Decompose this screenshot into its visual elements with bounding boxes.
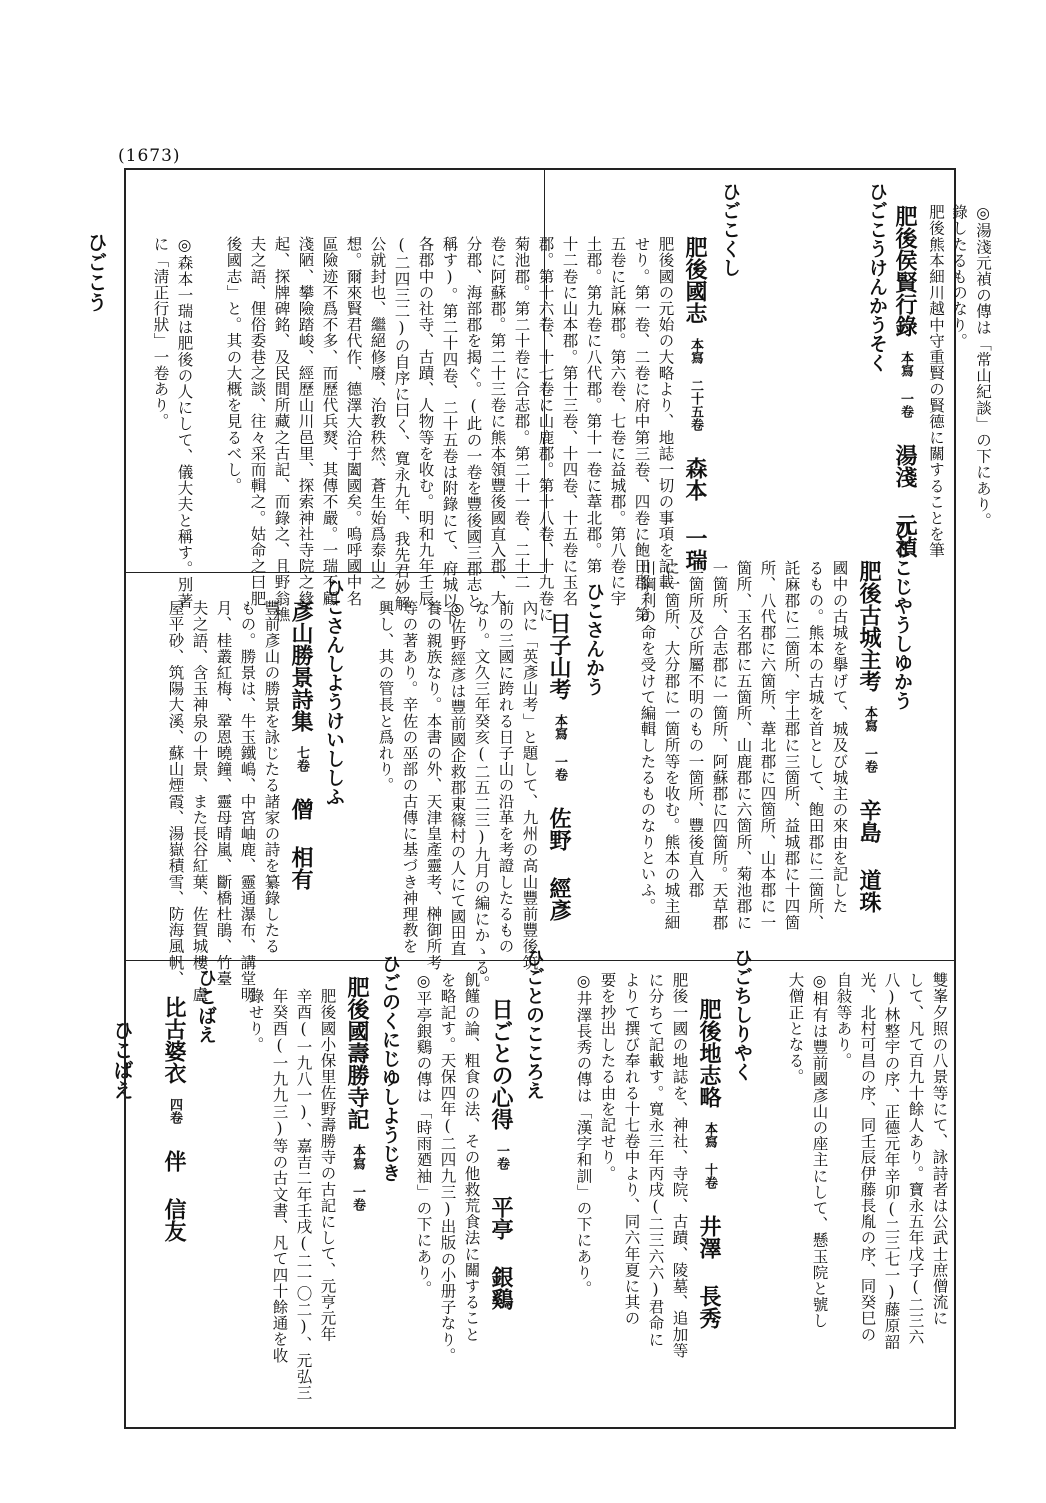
entry-note: ◎森本一瑞は肥後の人にして、儀大夫と稱す。別著 xyxy=(175,236,194,609)
entry-title xyxy=(698,998,720,1329)
entry-line: 分郡、海部郡を揭ぐ。(此の一卷を豐後國三郡志と xyxy=(464,236,483,609)
entry-author: 森本 一瑞 xyxy=(682,457,708,571)
entry-line: 前の三國に跨れる日子山の沿革を考證したるもの xyxy=(496,600,515,955)
margin-header-bottom: ひこばえ xyxy=(110,1020,134,1100)
continuation-line: 光、北村可昌の序、同壬辰伊藤長胤の序、同癸巳の xyxy=(858,972,877,1343)
continuation-line: して、凡て百九十餘人あり。寶永五年戊子(二三六 xyxy=(906,972,925,1345)
entry-meta: 本寫 二十五卷 xyxy=(688,338,703,431)
entry-meta: 七卷 xyxy=(294,746,309,772)
entry-author: 伴 信友 xyxy=(161,1150,187,1242)
continuation-line: 自敍等あり。 xyxy=(834,972,853,1069)
entry-meta: 本寫 一卷 xyxy=(898,351,913,418)
entry-heading: ひこさんかう xyxy=(583,582,605,696)
entry-author: 佐野 經彥 xyxy=(546,807,572,921)
entry-line: 豐前彥山の勝景を詠じたる諸家の詩を纂錄したる xyxy=(262,600,281,955)
entry-line: に分ちて記載す。寬永三年丙戌(二三六六)君命に xyxy=(646,972,665,1348)
entry-line: 二箇所及び所屬不明のもの一箇所、豐後直入郡 xyxy=(686,560,705,899)
entry-note: 等の著あり。辛佐の巫部の古傳に基づき神理教を xyxy=(400,600,419,955)
entry-line: 起、探牌碑銘、及民間所藏之古記、而錄之、且野翁樵 xyxy=(272,236,291,623)
continuation-line: 雙峯夕照の八景等にて、詠詩者は公武士庶僧流に xyxy=(930,972,949,1327)
entry-author: 湯淺 元禎 xyxy=(892,444,918,558)
entry-title xyxy=(490,998,512,1310)
entry-line: 飢饉の論、粗食の法、その他救荒食法に關すること xyxy=(462,972,481,1343)
entry-line: 公就封也、繼絕修廢、治教秩然、蒼生始爲泰山之 xyxy=(368,236,387,591)
entry-meta: 本寫 一卷 xyxy=(552,714,567,781)
entry-line: (二四三二)の自序に曰く、寬永九年、我先君妙解 xyxy=(392,236,411,612)
entry-line: 箇所、玉名郡に五箇所、山鹿郡に六箇所、菊池郡に xyxy=(734,560,753,931)
entry-line: 月、桂叢紅梅、鞏恩曉鐘、靈母晴嵐、斷橋杜鵑、竹臺 xyxy=(214,600,233,987)
entry-line: 各郡中の社寺、古蹟、人物等を收む。明和九年壬辰 xyxy=(416,236,435,607)
entry-note: 興し、其の管長と爲れり。 xyxy=(376,600,395,794)
entry-title-text: 肥後古城主考 xyxy=(856,560,882,692)
entry-line: 肥後國小保里佐野壽勝寺の古記にして、元亨元年 xyxy=(318,988,337,1343)
entry-line: 川綱利の命を受けて編輯したるものなりといふ。 xyxy=(638,560,657,915)
entry-line: 屋平砂、筑陽大溪、蘇山煙霞、湯嶽積雪、防海風帆、 xyxy=(166,600,185,987)
entry-title-text: 比古婆衣 xyxy=(161,996,187,1084)
entry-meta: 本寫 一卷 xyxy=(350,1144,365,1211)
entry-title-text: 肥後地志略 xyxy=(696,998,722,1108)
entry-line: もの。勝景は、牛玉鐵嶋、中宮岫鹿、靈通瀑布、講堂明 xyxy=(238,600,257,1003)
entry-line: を略記す。天保四年(二四九三)出版の小册子なり。 xyxy=(438,972,457,1364)
continuation-note: 大僧正となる。 xyxy=(786,972,805,1085)
entry-line: に一箇所、大分郡に一箇所等を收む。熊本の城主細 xyxy=(662,560,681,931)
entry-line: 後國志」と。其の大概を見るべし。 xyxy=(224,236,243,494)
entry-title xyxy=(346,976,368,1211)
entry-meta: 本寫 十卷 xyxy=(702,1122,717,1189)
entry-line: 夫之語、俚俗委巷之談、往々采而輯之。姑命之曰肥 xyxy=(248,236,267,607)
entry-title-text: 肥後侯賢行錄 xyxy=(892,205,918,337)
entry-line: 所、八代郡に六箇所、葦北郡に四箇所、山本郡に一 xyxy=(758,560,777,931)
entry-line: 肥後國の元始の大略より、地誌一切の事項を記載 xyxy=(656,236,675,591)
entry-line: 國中の古城を擧げて、城及び城主の來由を記した xyxy=(830,560,849,915)
entry-title-text: 日子山考 xyxy=(546,612,572,700)
entry-heading: ひごこくし xyxy=(719,182,741,277)
entry-title-text: 肥後國壽勝寺記 xyxy=(344,976,370,1130)
continuation-note: ◎相有は豐前國彥山の座主にして、懸玉院と號し xyxy=(810,972,829,1329)
margin-header-top: ひごこう xyxy=(84,232,108,312)
entry-line: 土郡。第九卷に八代郡。第十一卷に葦北郡。第 xyxy=(584,236,603,575)
entry-heading: ひごこじやうしゆかう xyxy=(891,520,913,710)
entry-note: ◎井澤長秀の傳は「漢字和訓」の下にあり。 xyxy=(574,972,593,1297)
entry-line: 託麻郡に二箇所、宇土郡に三箇所、益城郡に十四箇 xyxy=(782,560,801,931)
entry-note: 養の親族なり。本書の外、天津皇產靈考、榊御所考 xyxy=(424,600,443,971)
entry-heading: ひこさんしようけいししふ xyxy=(323,578,345,806)
entry-line: 肥後熊本細川越中守重賢の賢德に關することを筆 xyxy=(927,204,945,559)
entry-title-text: 肥後國志 xyxy=(682,236,708,324)
entry-line: 郡。第十六卷、十七卷に山鹿郡。第十八卷、十九卷に xyxy=(536,236,555,623)
entry-author: 平亭 銀鷄 xyxy=(488,1196,514,1310)
entry-author: 井澤 長秀 xyxy=(696,1215,722,1329)
entry-note: ◎平亭銀鷄の傳は「時雨廼袖」の下にあり。 xyxy=(414,972,433,1297)
entry-line: 十二卷に山本郡。第十三卷、十四卷、十五卷に玉名 xyxy=(560,236,579,607)
entry-title xyxy=(894,205,916,558)
entry-meta: 四卷 xyxy=(167,1098,182,1124)
entry-title xyxy=(684,236,706,571)
entry-line: せり。第一卷、二卷に府中第三卷、四卷に飽田郡。第 xyxy=(632,236,651,623)
entry-line: 想。爾來賢君代作、德澤大洽于闔國矣。嗚呼國中名 xyxy=(344,236,363,607)
entry-line: 菊池郡。第二十卷に合志郡。第二十一卷、二十二 xyxy=(512,236,531,591)
entry-line: 要を抄出したる由を記せり。 xyxy=(598,972,617,1182)
entry-note: ◎佐野經彥は豐前國企救郡東篠村の人にて國田直 xyxy=(448,600,467,957)
entry-line: 一箇所、合志郡に一箇所、阿蘇郡に四箇所。天草郡 xyxy=(710,560,729,931)
entry-line: 辛酉(一九八一)、嘉吉二年壬戌(二一〇二)、元弘三 xyxy=(294,988,313,1401)
entry-line: 夫之語、含玉神泉の十景、また長谷紅葉、佐賀城樓、盧 xyxy=(190,600,209,1003)
entry-line: 錄したるものなり。 xyxy=(950,204,968,349)
entry-line: 區險迹不爲不多、而歷代兵燹、其傳不嚴。一瑞不顧 xyxy=(320,236,339,607)
entry-author: 辛島 道珠 xyxy=(856,799,882,913)
entry-line: 肥後一國の地誌を、神社、寺院、古蹟、陵墓、追加等 xyxy=(670,972,689,1359)
page-number: (1673) xyxy=(118,146,181,166)
entry-title-text: 彥山勝景詩集 xyxy=(288,600,314,732)
entry-line: 內に「英彥山考」と題して、九州の高山豐前豐後筑 xyxy=(520,600,539,971)
entry-heading: ひごとのこころえ xyxy=(523,948,545,1100)
entry-title xyxy=(858,560,880,913)
entry-heading: ひこばえ xyxy=(195,968,217,1044)
entry-line: るもの。熊本の古城を首として、飽田郡に二箇所、 xyxy=(806,560,825,931)
entry-title xyxy=(548,612,570,921)
entry-heading: ひごのくにじゆしようじき xyxy=(379,954,401,1182)
entry-author: 僧 相有 xyxy=(288,798,314,890)
entry-line: 五卷に託麻郡。第六卷、七卷に益城郡。第八卷に宇 xyxy=(608,236,627,607)
entry-title xyxy=(290,600,312,890)
entry-line: 淺陋、攀險踏峻、經歷山川邑里、探索神社寺院之緣 xyxy=(296,236,315,607)
entry-meta: 一卷 xyxy=(494,1144,509,1170)
continuation-line: 八)林整宇の序、正德元年辛卯(二三七一)藤原韶 xyxy=(882,972,901,1350)
entry-line: 年癸酉(一九九三)等の古文書、凡て四十餘通を收 xyxy=(270,988,289,1364)
entry-note: ◎湯淺元禎の傳は「常山紀談」の下にあり。 xyxy=(974,204,992,529)
entry-heading: ひごこうけんかうそく xyxy=(866,182,888,372)
entry-line: なり。文久三年癸亥(二五二三)九月の編にかゝる。 xyxy=(472,600,491,992)
entry-title-text: 日ごとの心得 xyxy=(488,998,514,1130)
entry-heading: ひごちしりやく xyxy=(731,948,753,1081)
entry-meta: 本寫 一卷 xyxy=(862,706,877,773)
entry-line: 卷に阿蘇郡。第二十三卷に熊本領豐後國直入郡、大 xyxy=(488,236,507,607)
entry-note: に「淸正行狀」一卷あり。 xyxy=(151,236,170,430)
entry-line: 稱す)。第二十四卷、二十五卷は附錄にて、府城以下 xyxy=(440,236,459,625)
entry-title xyxy=(163,996,185,1242)
entry-line: 錄せり。 xyxy=(246,988,265,1053)
entry-line: よりて撰び奉れる十七卷中より、同六年夏に其の xyxy=(622,972,641,1327)
